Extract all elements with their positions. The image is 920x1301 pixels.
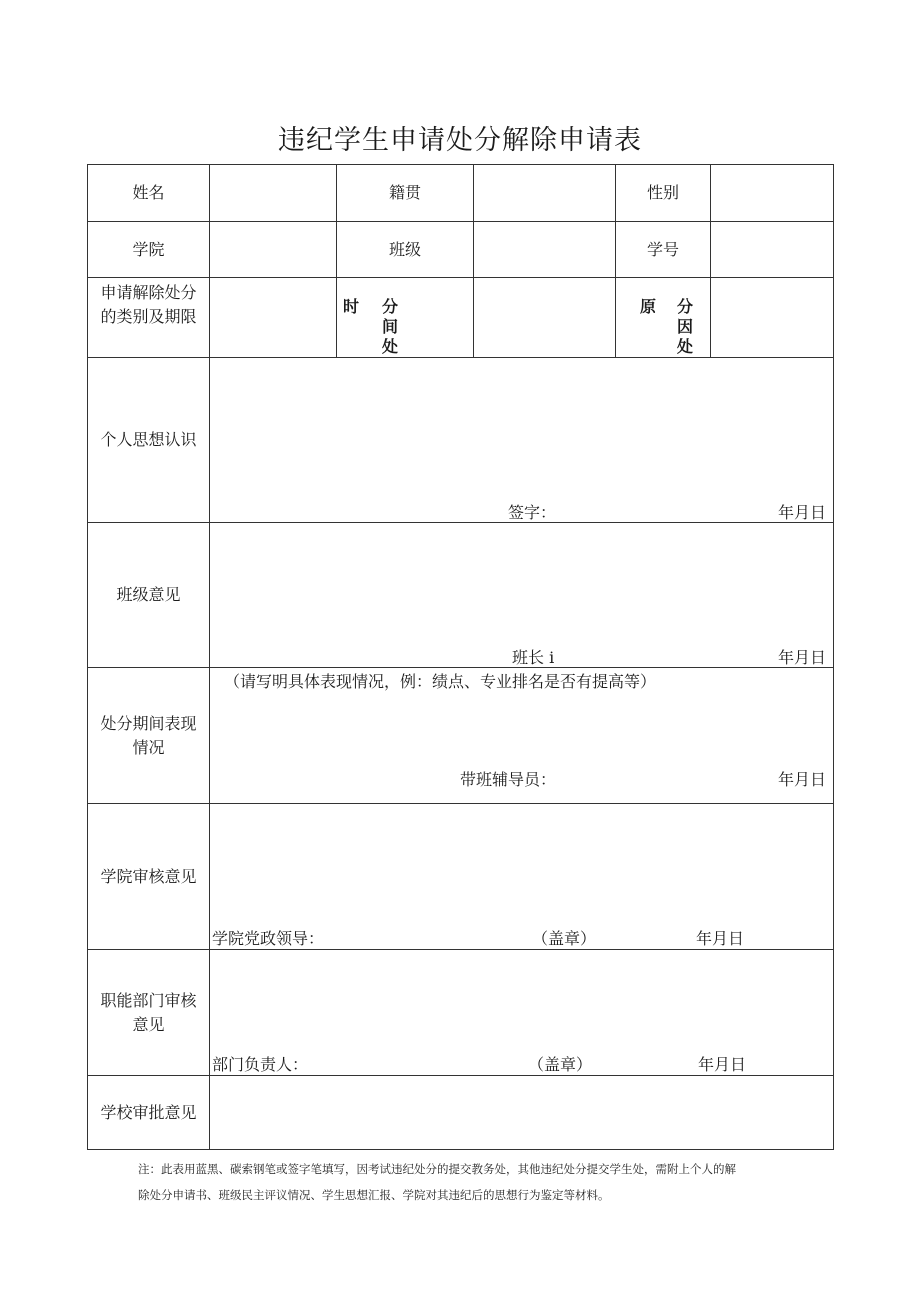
performance-label-line1: 处分期间表现 <box>100 713 197 733</box>
time-char-3: 间 <box>382 317 399 336</box>
time-char-1: 时 <box>343 297 360 316</box>
class-label: 班级 <box>337 222 474 278</box>
sanction-category-field[interactable] <box>210 278 337 358</box>
name-label: 姓名 <box>88 165 210 222</box>
school-approval-label: 学校审批意见 <box>88 1076 210 1150</box>
row-basic-info <box>88 165 834 222</box>
row-sanction-category <box>88 278 834 358</box>
origin-label: 籍贯 <box>337 165 474 222</box>
time-char-4: 处 <box>382 337 399 356</box>
form-title: 违纪学生申请处分解除申请表 <box>278 125 642 156</box>
student-id-label: 学号 <box>616 222 711 278</box>
class-date-label: 年月日 <box>778 648 827 667</box>
row-personal-reflection <box>88 358 834 523</box>
sanction-category-label-line2: 的类别及期限 <box>100 307 197 326</box>
reason-char-4: 处 <box>677 337 694 356</box>
class-opinion-field[interactable] <box>210 523 834 668</box>
personal-date-label: 年月日 <box>778 503 827 522</box>
form-note <box>138 1156 828 1208</box>
reason-char-3: 因 <box>677 317 694 336</box>
performance-label <box>88 668 210 804</box>
dept-head-sign-label: 部门负责人： <box>212 1055 309 1074</box>
college-review-label: 学院审核意见 <box>88 804 210 950</box>
personal-reflection-field[interactable] <box>210 358 834 523</box>
sanction-category-label-line1: 申请解除处分 <box>100 283 197 302</box>
college-date-label: 年月日 <box>696 929 745 948</box>
performance-date-label: 年月日 <box>778 770 827 789</box>
counselor-sign-label: 带班辅导员： <box>460 770 557 789</box>
personal-sign-label: 签字： <box>508 503 557 522</box>
college-label: 学院 <box>88 222 210 278</box>
dept-date-label: 年月日 <box>698 1055 747 1074</box>
sanction-category-label <box>88 278 210 358</box>
row-performance <box>88 668 834 804</box>
college-review-field[interactable] <box>210 804 834 950</box>
time-char-2: 分 <box>382 297 399 316</box>
sanction-reason-field[interactable] <box>711 278 834 358</box>
form-note-line2: 除处分申请书、班级民主评议情况、学生思想汇报、学院对其违纪后的思想行为鉴定等材料。 <box>138 1188 610 1202</box>
class-opinion-label: 班级意见 <box>88 523 210 668</box>
row-school-approval <box>88 1076 834 1150</box>
gender-label: 性别 <box>616 165 711 222</box>
dept-review-label-line2: 意见 <box>132 1014 165 1034</box>
dept-seal-label: （盖章） <box>528 1055 593 1074</box>
form-note-line1: 注：此表用蓝黑、碳索钢笔或签字笔填写，因考试违纪处分的提交教务处，其他违纪处分提交学生处，需附上个人的解 <box>138 1162 736 1176</box>
application-form-table <box>87 164 834 1150</box>
dept-review-label <box>88 950 210 1076</box>
college-seal-label: （盖章） <box>532 929 597 948</box>
sanction-time-field[interactable] <box>474 278 616 358</box>
dept-review-label-line1: 职能部门审核 <box>100 990 197 1010</box>
college-field[interactable] <box>210 222 337 278</box>
sanction-time-label <box>337 278 474 358</box>
school-approval-field[interactable] <box>210 1076 834 1150</box>
personal-reflection-label: 个人思想认识 <box>88 358 210 523</box>
sanction-reason-label <box>616 278 711 358</box>
row-college-info <box>88 222 834 278</box>
college-leader-sign-label: 学院党政领导： <box>212 929 325 948</box>
row-dept-review <box>88 950 834 1076</box>
performance-label-line2: 情况 <box>132 737 165 757</box>
reason-char-1: 原 <box>640 297 657 316</box>
row-class-opinion <box>88 523 834 668</box>
performance-field[interactable] <box>210 668 834 804</box>
reason-char-2: 分 <box>677 297 694 316</box>
student-id-field[interactable] <box>711 222 834 278</box>
gender-field[interactable] <box>711 165 834 222</box>
origin-field[interactable] <box>474 165 616 222</box>
dept-review-field[interactable] <box>210 950 834 1076</box>
class-monitor-sign-label: 班长 i <box>512 648 555 667</box>
performance-hint: （请写明具体表现情况，例：绩点、专业排名是否有提高等） <box>224 672 657 691</box>
row-college-review <box>88 804 834 950</box>
name-field[interactable] <box>210 165 337 222</box>
class-field[interactable] <box>474 222 616 278</box>
